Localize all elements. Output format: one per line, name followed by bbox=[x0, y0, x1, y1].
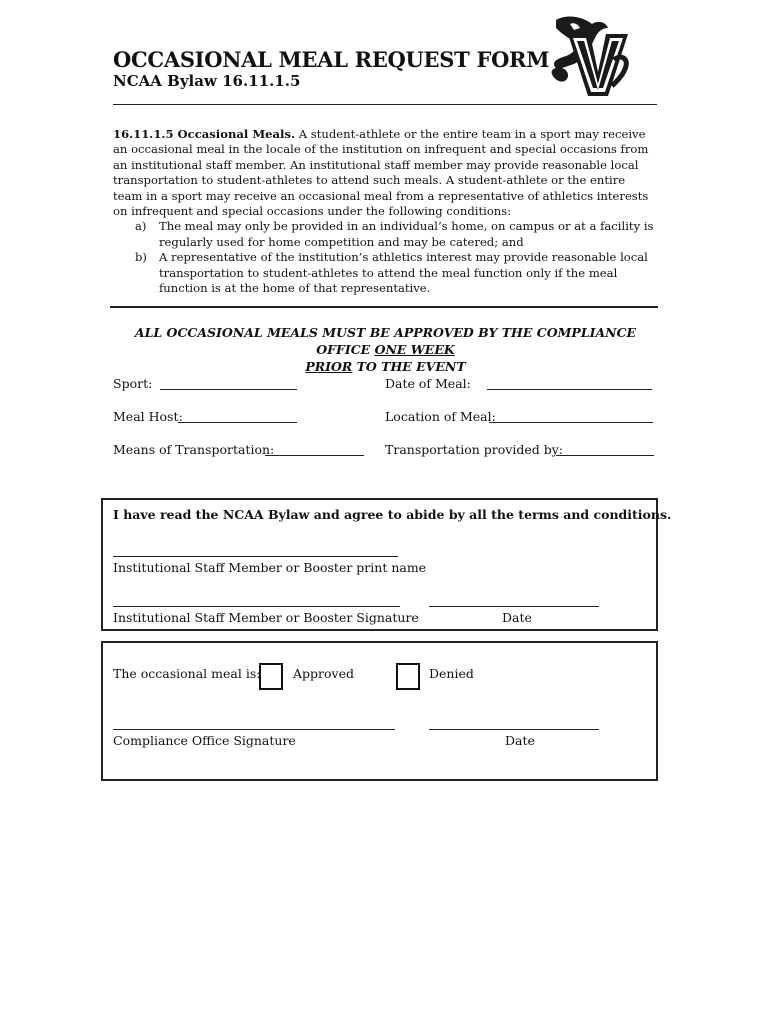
condition-text: A representative of the institution’s athletics interest may provide reasonable local transportation to student-athletes to attend the meal function only if the meal function is at the home of that representative. bbox=[159, 250, 648, 296]
signature-label: Institutional Staff Member or Booster Signature bbox=[113, 610, 419, 625]
print-name-label: Institutional Staff Member or Booster print name bbox=[113, 560, 427, 575]
agreement-statement: I have read the NCAA Bylaw and agree to abide by all the terms and conditions. bbox=[113, 507, 672, 522]
list-marker: b) bbox=[135, 250, 147, 265]
bylaw-condition-b bbox=[113, 250, 658, 296]
bylaw-paragraph: A student-athlete or the entire team in a sport may receive an occasional meal in the locale of the institution on infrequent and special occasions from an institutional staff member. An institutional staff member may provide reasonable local transportation to student-athletes to attend such meals. A student-athlete or the entire team in a sport may receive an occasional meal from a representative of athletics interests on infrequent and special occasions under the following conditions: bbox=[113, 127, 649, 219]
signature-field[interactable] bbox=[113, 606, 400, 607]
notice-text: TO THE EVENT bbox=[352, 359, 466, 374]
compliance-approval-box bbox=[101, 641, 658, 781]
meal-host-label: Meal Host: bbox=[113, 409, 183, 424]
form-title: OCCASIONAL MEAL REQUEST FORM bbox=[113, 47, 550, 72]
compliance-signature-label: Compliance Office Signature bbox=[113, 733, 296, 748]
denied-label: Denied bbox=[429, 666, 474, 681]
bylaw-text bbox=[113, 127, 658, 296]
compliance-signature-field[interactable] bbox=[113, 729, 395, 730]
meal-host-field[interactable] bbox=[178, 422, 297, 423]
date-of-meal-field[interactable] bbox=[487, 389, 652, 390]
notice-emphasis: ONE WEEK bbox=[374, 342, 455, 357]
location-of-meal-field[interactable] bbox=[489, 422, 653, 423]
list-marker: a) bbox=[135, 219, 147, 234]
means-of-transportation-label: Means of Transportation: bbox=[113, 442, 275, 457]
signature-date-label: Date bbox=[502, 610, 532, 625]
notice-emphasis: PRIOR bbox=[305, 359, 353, 374]
transportation-provided-by-label: Transportation provided by: bbox=[385, 442, 563, 457]
compliance-date-label: Date bbox=[505, 733, 535, 748]
catamount-v-logo-icon bbox=[548, 14, 630, 98]
print-name-field[interactable] bbox=[113, 556, 398, 557]
denied-checkbox[interactable] bbox=[396, 663, 420, 690]
location-of-meal-label: Location of Meal: bbox=[385, 409, 496, 424]
notice-text: ALL OCCASIONAL MEALS MUST BE APPROVED BY THE COMPLIANCE OFFICE bbox=[134, 325, 637, 357]
compliance-date-field[interactable] bbox=[429, 729, 599, 730]
approved-checkbox[interactable] bbox=[259, 663, 283, 690]
approved-label: Approved bbox=[293, 666, 354, 681]
bylaw-heading: 16.11.1.5 Occasional Meals. bbox=[113, 127, 296, 141]
date-of-meal-label: Date of Meal: bbox=[385, 376, 471, 391]
approval-label: The occasional meal is: bbox=[113, 666, 261, 681]
sport-field[interactable] bbox=[160, 389, 297, 390]
transportation-provided-by-field[interactable] bbox=[556, 455, 654, 456]
condition-text: The meal may only be provided in an individual’s home, on campus or at a facility is regularly used for home competition and may be catered; and bbox=[159, 219, 654, 249]
means-of-transportation-field[interactable] bbox=[265, 455, 364, 456]
form-subtitle: NCAA Bylaw 16.11.1.5 bbox=[113, 72, 301, 90]
sport-label: Sport: bbox=[113, 376, 153, 391]
section-divider bbox=[110, 306, 658, 308]
approval-notice bbox=[113, 324, 658, 375]
header-divider bbox=[113, 104, 657, 105]
bylaw-condition-a bbox=[113, 219, 658, 250]
signature-date-field[interactable] bbox=[429, 606, 599, 607]
